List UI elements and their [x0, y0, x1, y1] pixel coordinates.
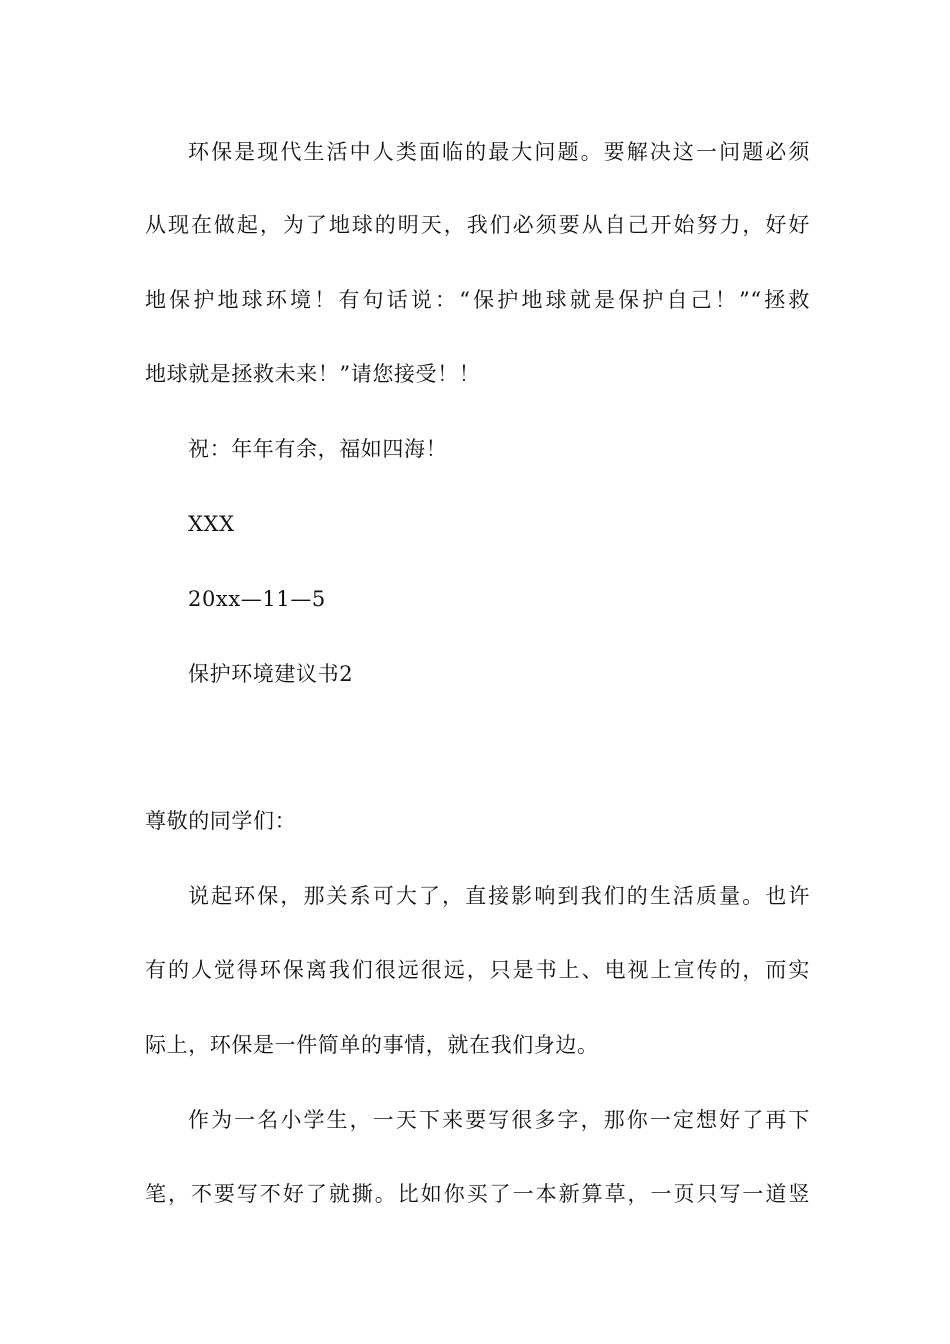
closing-wish: 祝：年年有余，福如四海！ [188, 437, 448, 461]
paragraph-1-line-1: 环保是现代生活中人类面临的最大问题。要解决这一问题必须 [188, 140, 810, 164]
signature: XXX [188, 512, 235, 536]
paragraph-2-line-3: 际上，环保是一件简单的事情，就在我们身边。 [145, 1033, 599, 1057]
paragraph-2-line-1: 说起环保，那关系可大了，直接影响到我们的生活质量。也许 [188, 884, 810, 908]
salutation: 尊敬的同学们： [145, 809, 297, 833]
paragraph-1-line-4: 地球就是拯救未来！”请您接受！！ [145, 362, 481, 386]
date: 20xx—11—5 [188, 587, 326, 611]
paragraph-1-line-3: 地保护地球环境！有句话说：“保护地球就是保护自己！”“拯救 [145, 288, 810, 312]
paragraph-2-line-2: 有的人觉得环保离我们很远很远，只是书上、电视上宣传的，而实 [145, 958, 810, 982]
section-title: 保护环境建议书2 [188, 662, 354, 686]
paragraph-3-line-2: 笔，不要写不好了就撕。比如你买了一本新算草，一页只写一道竖 [145, 1182, 810, 1206]
paragraph-1-line-2: 从现在做起，为了地球的明天，我们必须要从自己开始努力，好好 [145, 213, 810, 237]
paragraph-3-line-1: 作为一名小学生，一天下来要写很多字，那你一定想好了再下 [188, 1108, 810, 1132]
